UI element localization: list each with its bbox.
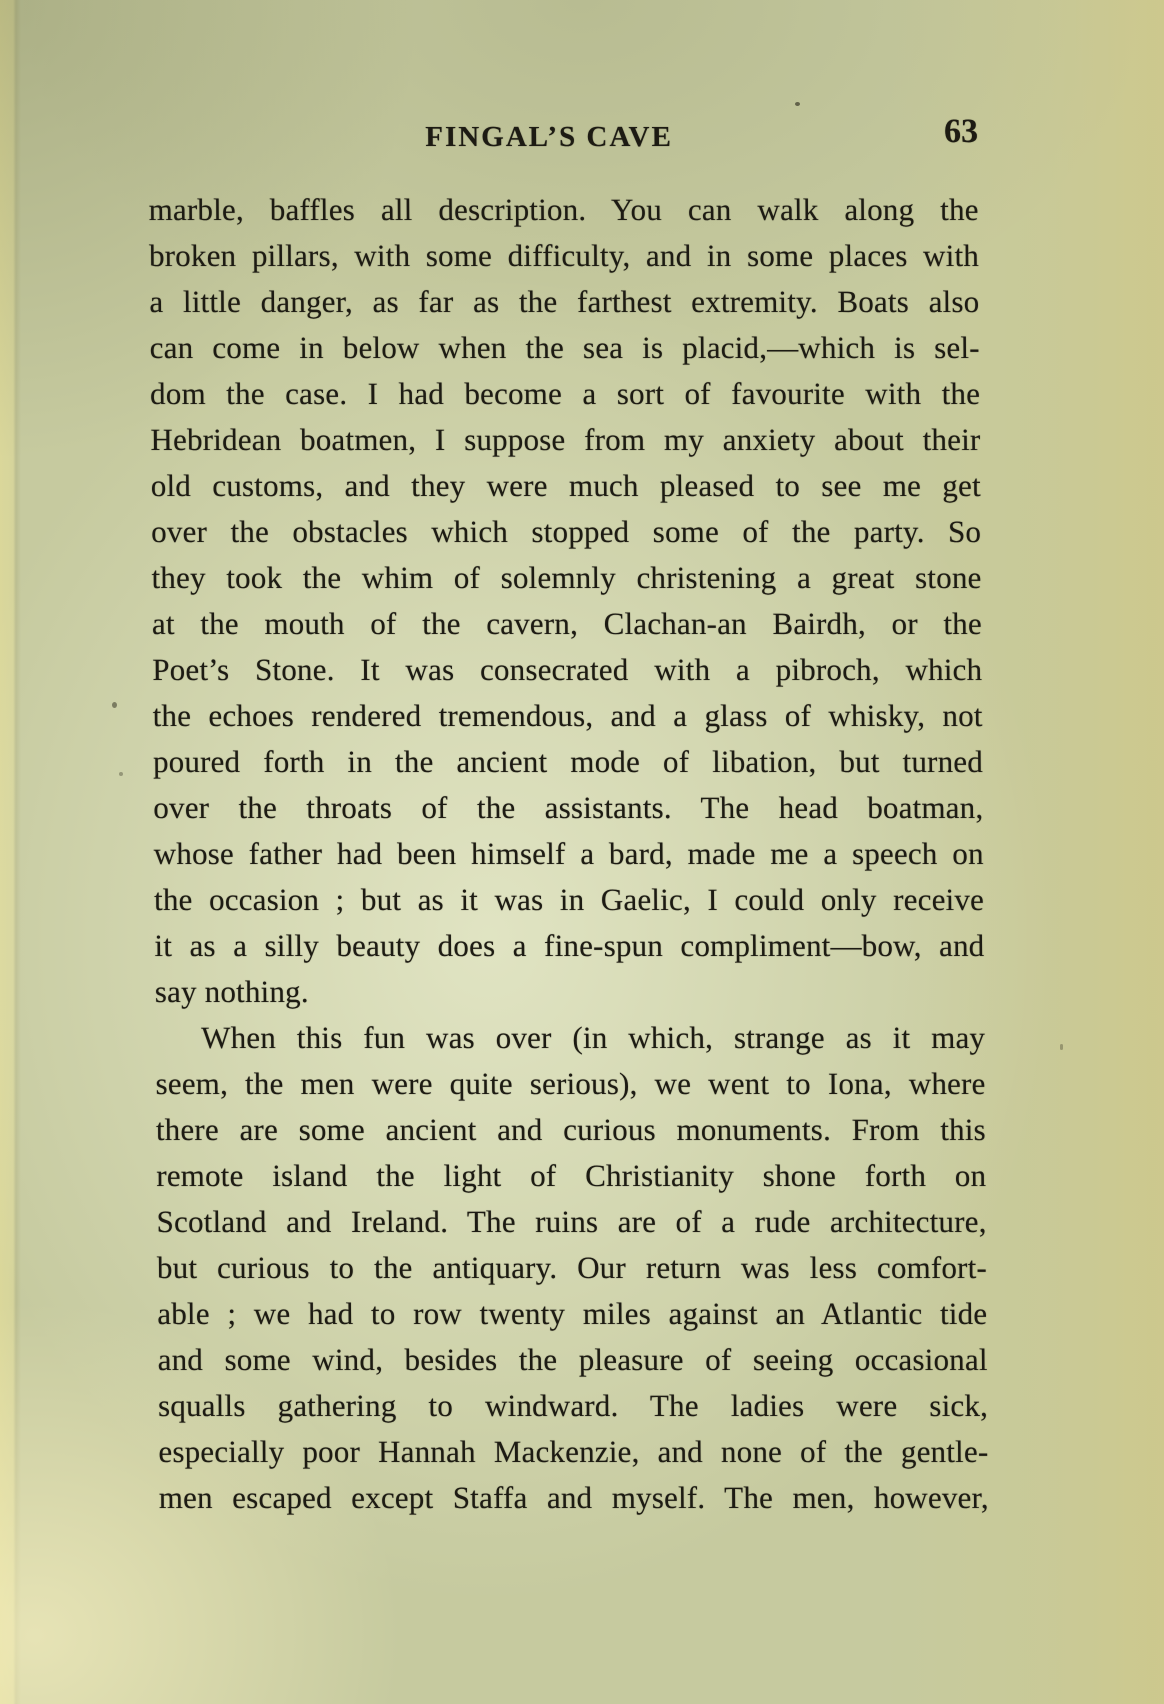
text-line: over the obstacles which stopped some of the party. So — [151, 514, 982, 549]
text-body — [148, 187, 988, 1521]
ink-speck — [1060, 1044, 1063, 1050]
text-line: remote island the light of Christianity shone forth on — [156, 1158, 987, 1193]
text-line: but curious to the antiquary. Our return was less comfort- — [156, 1250, 988, 1285]
text-line: whose father had been himself a bard, made me a speech on — [153, 836, 984, 871]
text-line: over the throats of the assistants. The head boatman, — [153, 790, 984, 825]
text-line: can come in below when the sea is placid,—which is sel- — [149, 330, 980, 365]
page-number: 63 — [943, 113, 979, 150]
text-line: broken pillars, with some difficulty, and in some places with — [148, 238, 980, 273]
text-line: it as a silly beauty does a fine-spun compliment—bow, and — [154, 928, 985, 963]
text-line: Poet’s Stone. It was consecrated with a pibroch, which — [152, 652, 983, 687]
text-line: the occasion ; but as it was in Gaelic, I could only receive — [153, 882, 985, 917]
text-line: at the mouth of the cavern, Clachan-an Bairdh, or the — [151, 606, 983, 641]
text-line: able ; we had to row twenty miles against an Atlantic tide — [157, 1296, 988, 1331]
ink-speck — [795, 102, 800, 106]
text-line: dom the case. I had become a sort of favourite with the — [149, 376, 981, 411]
text-line: especially poor Hannah Mackenzie, and none of the gentle- — [158, 1434, 989, 1469]
ink-speck — [119, 772, 123, 776]
paragraph — [148, 187, 985, 1015]
text-line: they took the whim of solemnly christening a great stone — [151, 560, 982, 595]
text-line: old customs, and they were much pleased to see me get — [150, 468, 981, 503]
page-content — [147, 0, 990, 1704]
text-line: seem, the men were quite serious), we went to Iona, where — [155, 1066, 986, 1101]
text-line: Scotland and Ireland. The ruins are of a rude architecture, — [156, 1204, 987, 1239]
running-header — [148, 113, 979, 162]
paragraph — [155, 1015, 989, 1521]
text-line: the echoes rendered tremendous, and a glass of whisky, not — [152, 698, 983, 733]
text-line: When this fun was over (in which, strange as it may — [201, 1020, 986, 1055]
page-title: FINGAL’S CAVE — [425, 121, 673, 153]
text-line: say nothing. — [154, 974, 309, 1009]
text-line: a little danger, as far as the farthest extremity. Boats also — [149, 284, 980, 319]
ink-speck — [112, 702, 117, 708]
text-line: there are some ancient and curious monuments. From this — [155, 1112, 987, 1147]
text-line: marble, baffles all description. You can walk along the — [148, 192, 979, 227]
text-line: and some wind, besides the pleasure of seeing occasional — [157, 1342, 988, 1377]
text-line: men escaped except Staffa and myself. The men, however, — [158, 1480, 989, 1515]
text-line: Hebridean boatmen, I suppose from my anxiety about their — [150, 422, 981, 457]
text-line: squalls gathering to windward. The ladies were sick, — [157, 1388, 989, 1423]
text-line: poured forth in the ancient mode of libation, but turned — [152, 744, 984, 779]
